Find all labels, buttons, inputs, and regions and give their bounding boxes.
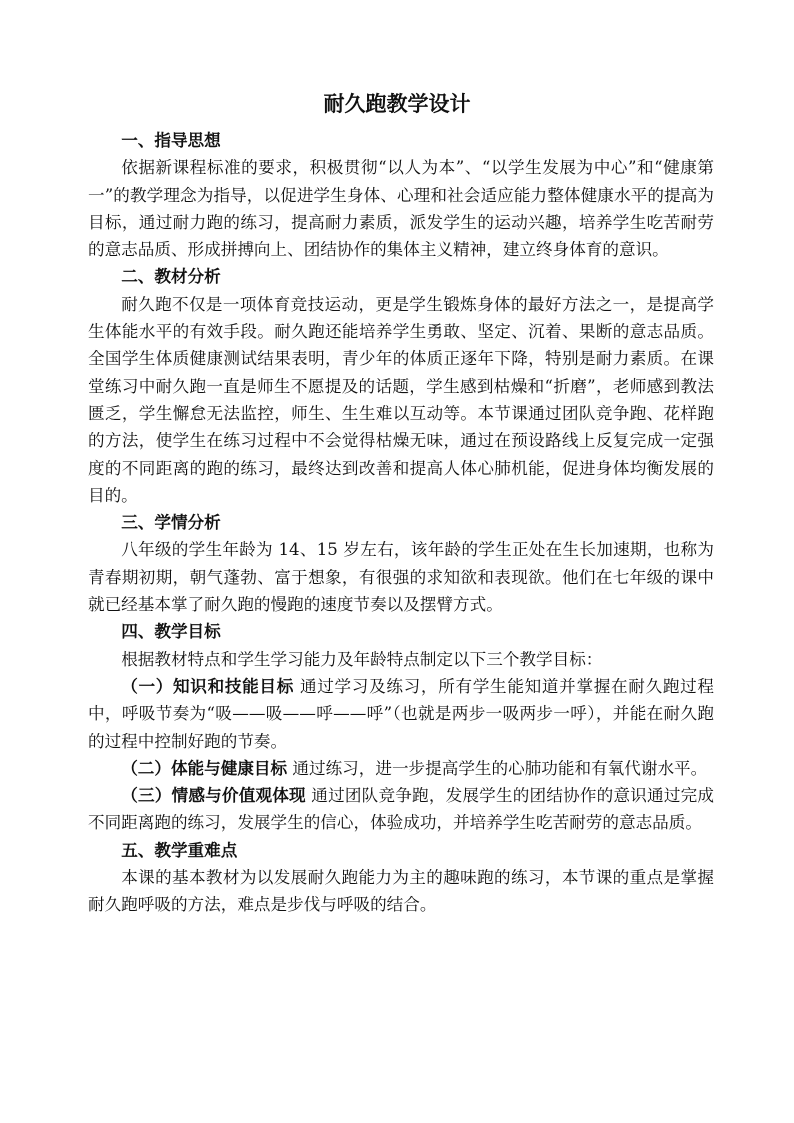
goal-text: 通过团队竞争跑，发展学生的团结协作的意识通过完成不同距离跑的练习，发展学生的信心，体验成功，并培养学生吃苦耐劳的意志品质。: [88, 786, 714, 833]
goal-label: （一）知识和技能目标: [121, 675, 294, 696]
goal-item-fitness-health: [88, 755, 714, 782]
section-heading-guiding-ideology: 一、指导思想: [121, 130, 221, 150]
section-heading-key-difficulties: 五、教学重难点: [121, 839, 238, 860]
document-body: [88, 127, 714, 919]
goal-item-emotion-values: [88, 782, 714, 837]
goal-label: （三）情感与价值观体现: [121, 785, 306, 806]
section-heading-material-analysis: 二、教材分析: [121, 266, 221, 287]
document-title: 耐久跑教学设计: [323, 91, 471, 116]
goals-intro: 根据教材特点和学生学习能力及年龄特点制定以下三个教学目标：: [121, 649, 603, 669]
goal-text: 通过学习及练习，所有学生能知道并掌握在耐久跑过程中，呼吸节奏为“吸——吸——呼——呼”（也就是两步一吸两步一呼），并能在耐久跑的过程中控制好跑的节奏。: [88, 676, 715, 751]
section-paragraph: 依据新课程标准的要求，积极贯彻“以人为本”、“以学生发展为中心”和“健康第一”的教学理念为指导，以促进学生身体、心理和社会适应能力整体健康水平的提高为目标，通过耐力跑的练习，提高耐力素质，派发学生的运动兴趣，培养学生吃苦耐劳的意志品质、形成拼搏向上、团结协作的集体主义精神，建立终身体育的意识。: [88, 158, 714, 260]
goal-text: 通过练习，进一步提高学生的心肺功能和有氧代谢水平。: [287, 758, 708, 778]
goal-item-knowledge-skills: [88, 673, 714, 755]
goal-label: （二）体能与健康目标: [121, 757, 288, 778]
section-heading-student-analysis: 三、学情分析: [121, 512, 221, 533]
section-paragraph: 耐久跑不仅是一项体育竞技运动，更是学生锻炼身体的最好方法之一，是提高学生体能水平的有效手段。耐久跑还能培养学生勇敢、坚定、沉着、果断的意志品质。全国学生体质健康测试结果表明，青少年的体质正逐年下降，特别是耐力素质。在课堂练习中耐久跑一直是师生不愿提及的话题，学生感到枯燥和“折磨”，老师感到教法匮乏，学生懈怠无法监控，师生、生生难以互动等。本节课通过团队竞争跑、花样跑的方法，使学生在练习过程中不会觉得枯燥无味，通过在预设路线上反复完成一定强度的不同距离的跑的练习，最终达到改善和提高人体心肺机能，促进身体均衡发展的目的。: [88, 294, 714, 505]
section-paragraph: 本课的基本教材为以发展耐久跑能力为主的趣味跑的练习，本节课的重点是掌握耐久跑呼吸的方法，难点是步伐与呼吸的结合。: [88, 868, 714, 915]
section-paragraph: 八年级的学生年龄为 14、15 岁左右，该年龄的学生正处在生长加速期，也称为青春期初期，朝气蓬勃、富于想象，有很强的求知欲和表现欲。他们在七年级的课中就已经基本掌了耐久跑的慢跑的速度节奏以及摆臂方式。: [88, 540, 714, 615]
section-heading-teaching-goals: 四、教学目标: [121, 621, 221, 642]
